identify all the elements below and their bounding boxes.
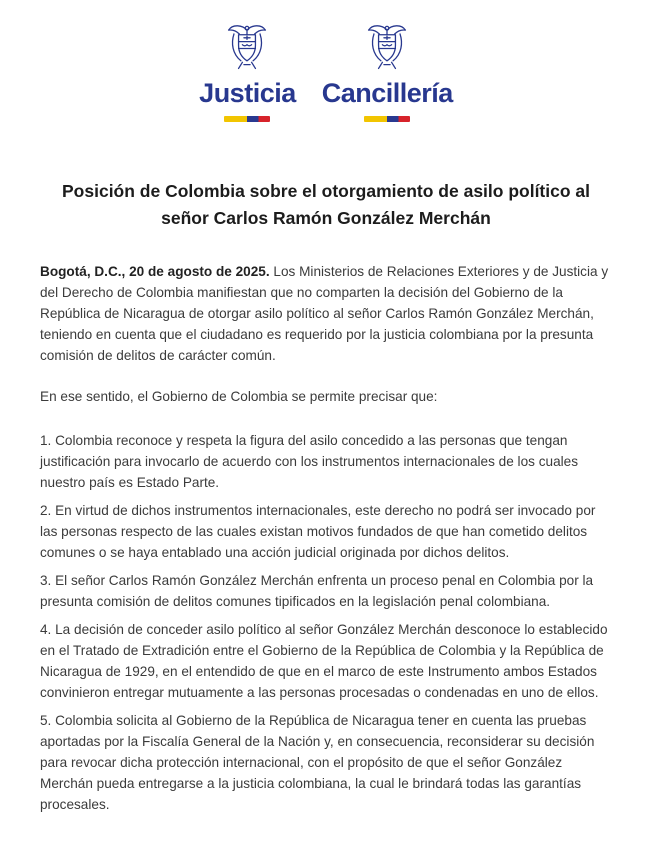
paragraph-item-3: 3. El señor Carlos Ramón González Merchán enfrenta un proceso penal en Colombia por la presunta comisión de delitos comunes tipificados en la legislación penal colombiana.: [40, 572, 594, 609]
page-title: [46, 178, 606, 232]
paragraph-intro: En ese sentido, el Gobierno de Colombia se permite precisar que:: [40, 388, 438, 404]
colombia-coat-of-arms-icon: [224, 22, 270, 77]
dateline-text: Los Ministerios de Relaciones Exteriores y de Justicia y del Derecho de Colombia manifiestan que no comparten la decisión del Gobierno de la República de Nicaragua de otorgar asilo político al señor Carlos Ramón González Merchán, teniendo en cuenta que el ciudadano es requerido por la justicia colombiana por la presunta comisión de delitos de carácter común.: [40, 263, 609, 363]
cancilleria-wordmark: Cancillería: [321, 78, 453, 108]
document-body: [40, 261, 612, 815]
colombia-tricolor-bar: [224, 116, 270, 122]
page-title-line2: señor Carlos Ramón González Merchán: [161, 207, 491, 228]
colombia-tricolor-bar: [364, 116, 410, 122]
ministry-logo-cancilleria: [322, 22, 453, 122]
dateline-bold: Bogotá, D.C., 20 de agosto de 2025.: [40, 263, 270, 279]
paragraph-item-4: 4. La decisión de conceder asilo político al señor González Merchán desconoce lo establecido en el Tratado de Extradición entre el Gobierno de la República de Colombia y la República de Nicaragua de 1929, en el entendido de que en el marco de este Instrumento ambos Estados convinieron entregar mutuamente a las personas procesadas o condenadas en uno de ellos.: [40, 621, 608, 700]
colombia-coat-of-arms-icon: [364, 22, 410, 77]
paragraph-item-1: 1. Colombia reconoce y respeta la figura del asilo concedido a las personas que tengan justificación para invocarlo de acuerdo con los instrumentos internacionales de los cuales nuestro país es Estado Parte.: [40, 432, 579, 490]
paragraph-item-2: 2. En virtud de dichos instrumentos internacionales, este derecho no podrá ser invocado por las personas respecto de las cuales existan motivos fundados de que han cometido delitos comunes o se haya entablado una acción judicial originada por dichos delitos.: [40, 502, 596, 560]
ministry-logo-justicia: [199, 22, 296, 122]
page-title-line1: Posición de Colombia sobre el otorgamiento de asilo político al: [62, 180, 590, 201]
header-logos: [40, 20, 612, 122]
justicia-wordmark: Justicia: [199, 78, 296, 108]
paragraph-item-5: 5. Colombia solicita al Gobierno de la República de Nicaragua tener en cuenta las pruebas aportadas por la Fiscalía General de la Nación y, en consecuencia, reconsiderar su decisión para revocar dicha protección internacional, con el propósito de que el señor González Merchán pueda entregarse a la justicia colombiana, la cual le brindará todas las garantías procesales.: [40, 712, 595, 812]
paragraph-dateline: [40, 261, 612, 366]
